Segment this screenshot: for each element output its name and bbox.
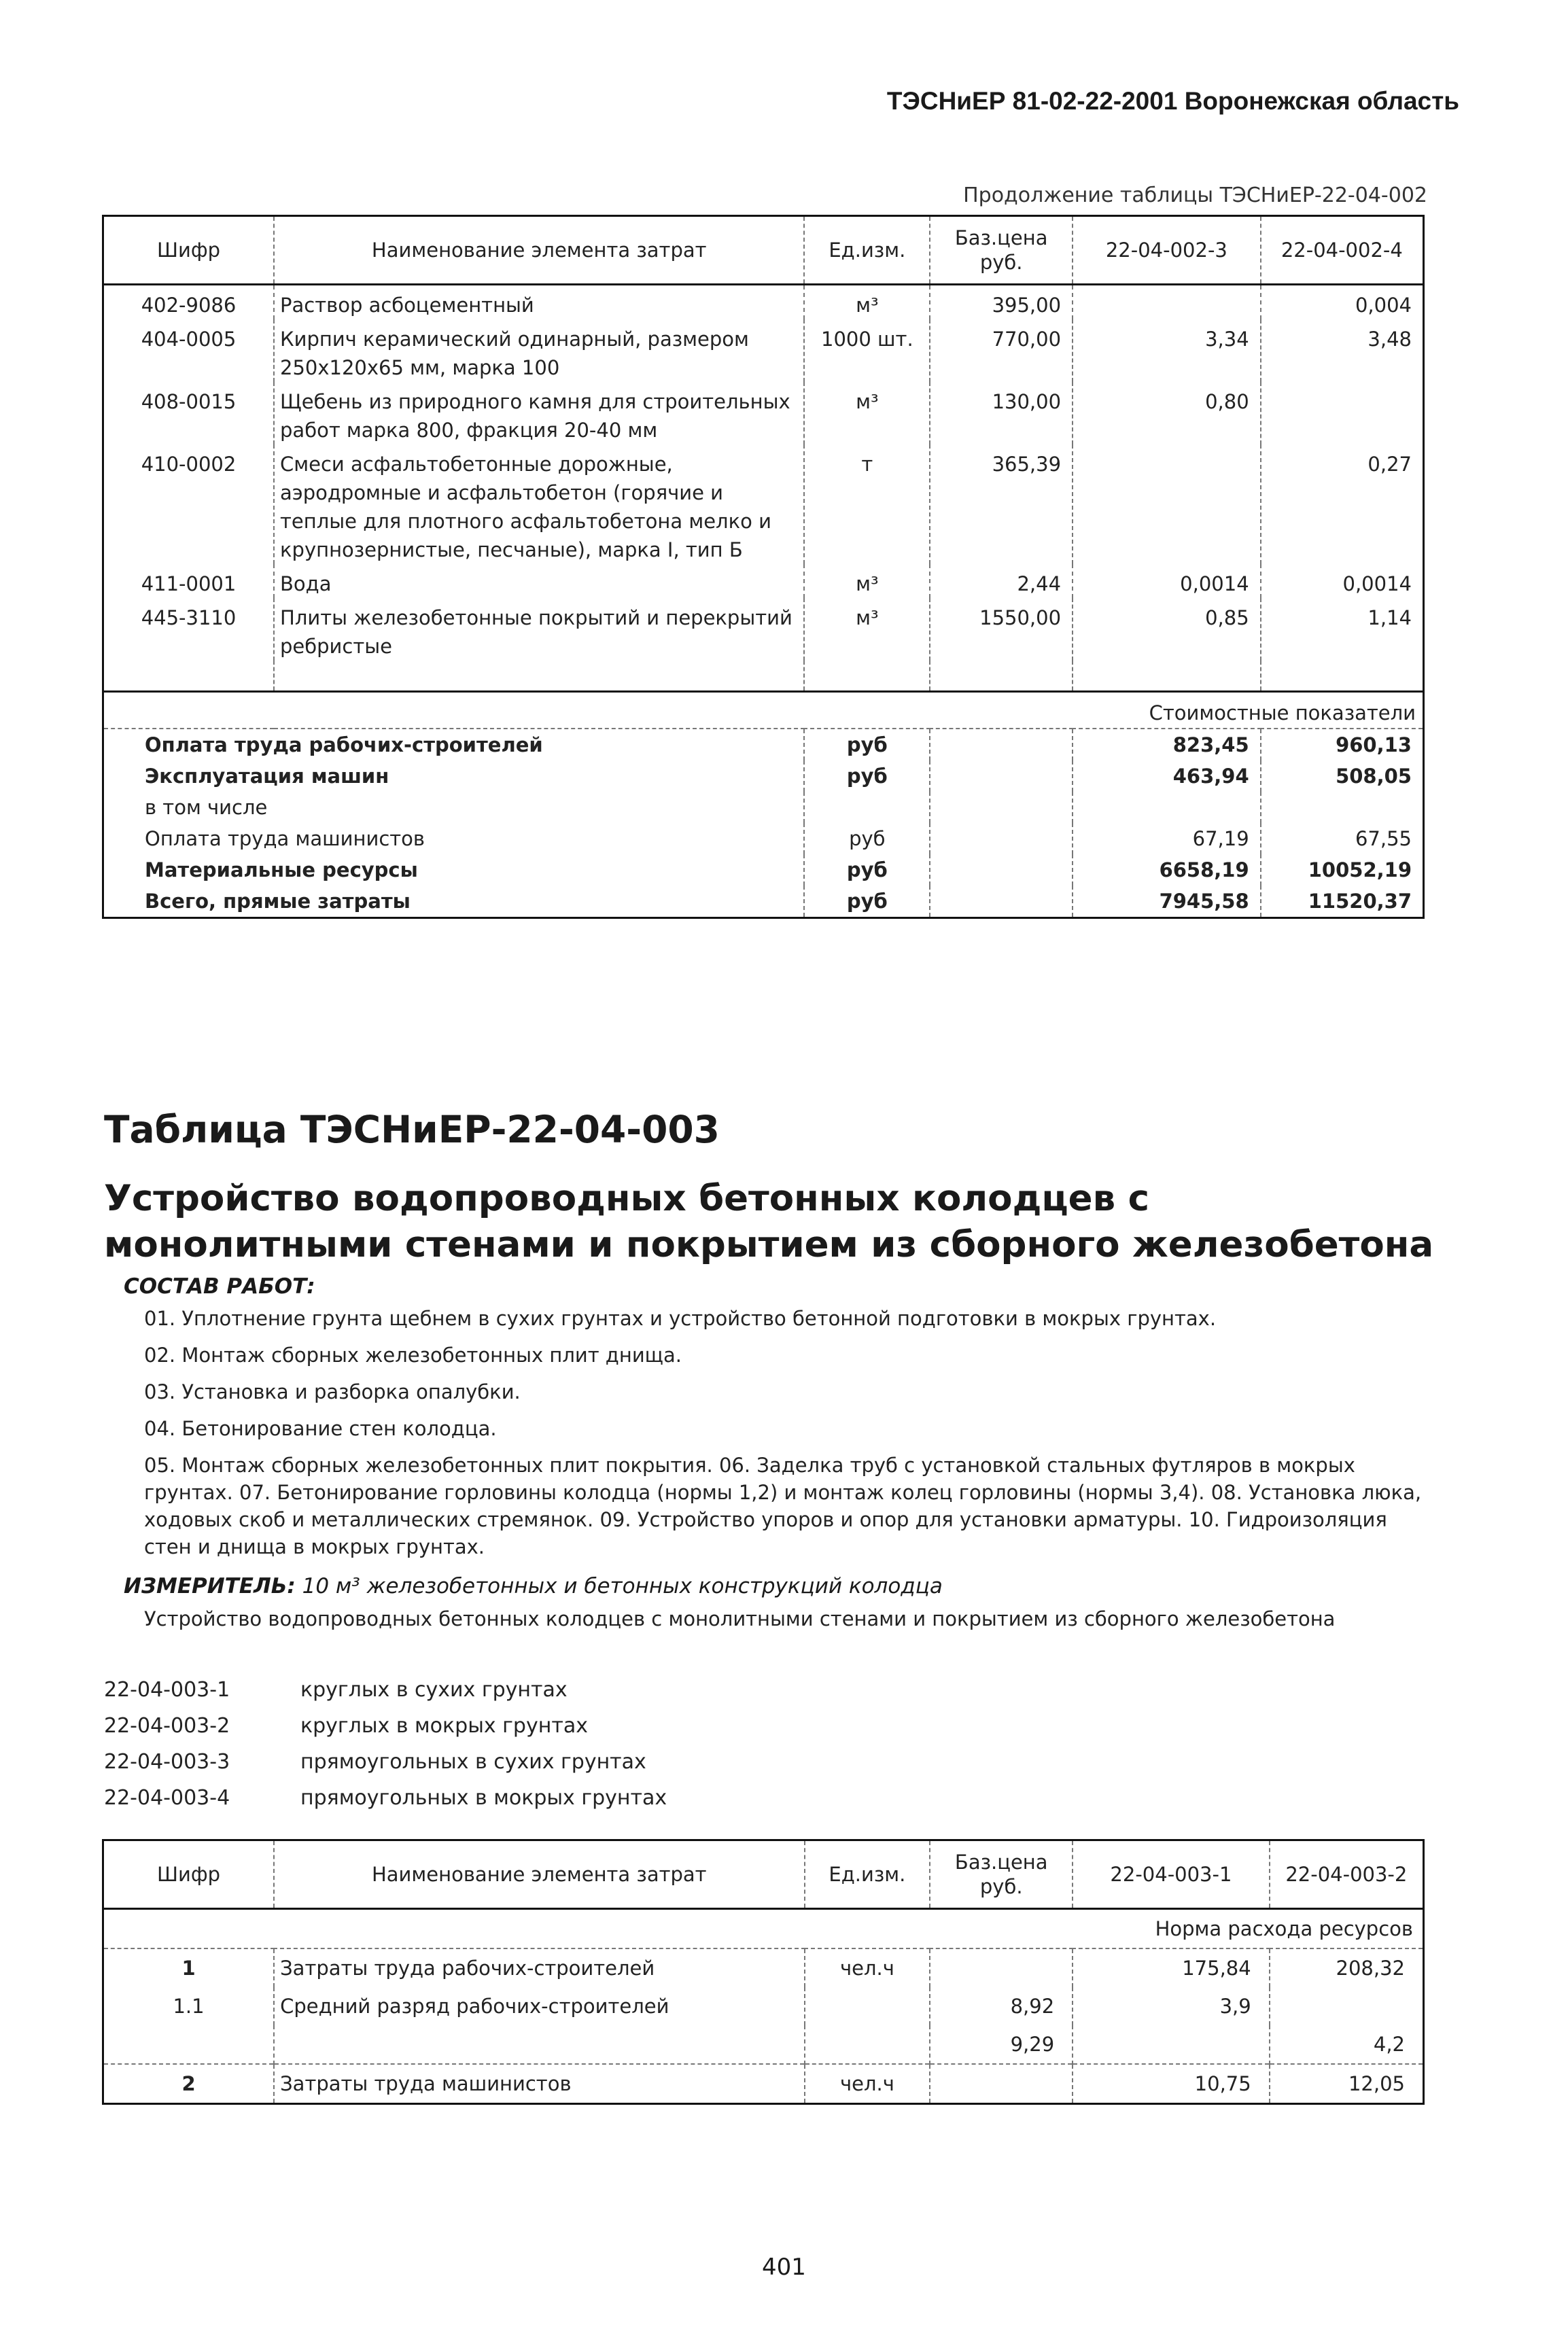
cost-unit: руб bbox=[804, 886, 930, 918]
cell-code: 2 bbox=[103, 2064, 275, 2104]
cost-name: в том числе bbox=[103, 792, 805, 823]
norm-band-label: Норма расхода ресурсов bbox=[103, 1909, 1424, 1949]
cell-norm-3: 0,0014 bbox=[1073, 564, 1261, 598]
cost-band-label: Стоимостные показатели bbox=[103, 692, 1424, 729]
column-header-name: Наименование элемента затрат bbox=[274, 1840, 804, 1909]
work-item: 02. Монтаж сборных железобетонных плит днища. bbox=[144, 1344, 682, 1367]
cell-code: 1 bbox=[103, 1948, 275, 1987]
norm-code-desc: прямоугольных в мокрых грунтах bbox=[300, 1786, 667, 1810]
norm-code-row bbox=[104, 1708, 667, 1744]
cell-unit: т bbox=[804, 444, 930, 564]
cost-norm-3: 463,94 bbox=[1073, 760, 1261, 792]
cost-name: Оплата труда рабочих-строителей bbox=[103, 729, 805, 760]
cell-unit: чел.ч bbox=[805, 1948, 930, 1987]
norm-code: 22-04-003-1 bbox=[104, 1678, 230, 1702]
table-row bbox=[103, 444, 1424, 564]
cost-row bbox=[103, 760, 1424, 792]
cell-norm-3: 3,34 bbox=[1073, 319, 1261, 382]
cell-unit: 1000 шт. bbox=[804, 319, 930, 382]
cost-name: Всего, прямые затраты bbox=[103, 886, 805, 918]
cost-row bbox=[103, 854, 1424, 886]
table-row bbox=[103, 598, 1424, 661]
cell-price bbox=[930, 2064, 1073, 2104]
measure-value: 10 м³ железобетонных и бетонных конструкций колодца bbox=[302, 1574, 943, 1598]
cell-norm-4: 0,0014 bbox=[1261, 564, 1424, 598]
cell-price: 1550,00 bbox=[930, 598, 1073, 661]
norm-code-row bbox=[104, 1672, 667, 1708]
cost-name: Материальные ресурсы bbox=[103, 854, 805, 886]
cell-price: 2,44 bbox=[930, 564, 1073, 598]
work-item: 05. Монтаж сборных железобетонных плит покрытия. 06. Заделка труб с установкой стальных футляров в мокрых грунтах. 07. Бетонирование горловины колодца (нормы 1,2) и монтаж колец горловины (нормы 3,4). 08. Установка люка, ходовых скоб и металлических стремянок. 09. Устройство упоров и опор для установки арматуры. 10. Гидроизоляция стен и днища в мокрых грунтах. bbox=[144, 1454, 1422, 1558]
resource-table-22-04-002 bbox=[102, 215, 1425, 919]
table-row bbox=[103, 564, 1424, 598]
norm-code-row bbox=[104, 1744, 667, 1780]
cell-price: 365,39 bbox=[930, 444, 1073, 564]
cell-norm-1: 175,84 bbox=[1073, 1948, 1270, 1987]
cell-norm-1: 10,75 bbox=[1073, 2064, 1270, 2104]
work-item: 03. Установка и разборка опалубки. bbox=[144, 1380, 521, 1403]
spacer-row bbox=[103, 661, 1424, 692]
column-header-norm-4: 22-04-002-4 bbox=[1261, 216, 1424, 285]
column-header-price: Баз.цена руб. bbox=[930, 216, 1073, 285]
norm-band-row bbox=[103, 1909, 1424, 1949]
norm-code: 22-04-003-2 bbox=[104, 1714, 230, 1738]
cost-norm-3: 67,19 bbox=[1073, 823, 1261, 854]
table-row bbox=[103, 2064, 1424, 2104]
cost-norm-4: 508,05 bbox=[1261, 760, 1424, 792]
cost-norm-4: 67,55 bbox=[1261, 823, 1424, 854]
cost-unit: руб bbox=[804, 760, 930, 792]
column-header-name: Наименование элемента затрат bbox=[274, 216, 804, 285]
norm-code: 22-04-003-4 bbox=[104, 1786, 230, 1810]
norm-code-desc: круглых в мокрых грунтах bbox=[300, 1714, 588, 1738]
cell-code: 404-0005 bbox=[103, 319, 275, 382]
cell-code: 410-0002 bbox=[103, 444, 275, 564]
cell-unit: м³ bbox=[804, 598, 930, 661]
cell-name: Раствор асбоцементный bbox=[274, 285, 804, 320]
cell-price bbox=[930, 1948, 1073, 1987]
column-header-norm-3: 22-04-002-3 bbox=[1073, 216, 1261, 285]
cell-code bbox=[103, 2025, 275, 2064]
table-row bbox=[103, 285, 1424, 320]
cell-norm-3 bbox=[1073, 444, 1261, 564]
table-row bbox=[103, 319, 1424, 382]
work-item: 01. Уплотнение грунта щебнем в сухих грунтах и устройство бетонной подготовки в мокрых грунтах. bbox=[144, 1307, 1217, 1330]
norm-code-desc: прямоугольных в сухих грунтах bbox=[300, 1750, 646, 1774]
resource-table-22-04-003 bbox=[102, 1839, 1425, 2105]
cell-norm-4 bbox=[1261, 382, 1424, 444]
cost-unit: руб bbox=[804, 729, 930, 760]
cost-norm-4: 11520,37 bbox=[1261, 886, 1424, 918]
cell-price: 395,00 bbox=[930, 285, 1073, 320]
cell-name: Вода bbox=[274, 564, 804, 598]
cell-name: Затраты труда машинистов bbox=[274, 2064, 804, 2104]
column-header-norm-1: 22-04-003-1 bbox=[1073, 1840, 1270, 1909]
cost-norm-4: 960,13 bbox=[1261, 729, 1424, 760]
cost-norm-3: 823,45 bbox=[1073, 729, 1261, 760]
cost-band-row bbox=[103, 692, 1424, 729]
measure-line bbox=[124, 1574, 943, 1598]
cell-price: 9,29 bbox=[930, 2025, 1073, 2064]
cell-unit: чел.ч bbox=[805, 2064, 930, 2104]
cost-name: Оплата труда машинистов bbox=[103, 823, 805, 854]
cell-norm-3 bbox=[1073, 285, 1261, 320]
cost-norm-4 bbox=[1261, 792, 1424, 823]
cell-unit: м³ bbox=[804, 285, 930, 320]
table-row bbox=[103, 2025, 1424, 2064]
cost-row bbox=[103, 729, 1424, 760]
cell-unit: м³ bbox=[804, 564, 930, 598]
cell-code: 1.1 bbox=[103, 1987, 275, 2025]
column-header-unit: Ед.изм. bbox=[805, 1840, 930, 1909]
section-title: Таблица ТЭСНиЕР-22-04-003 bbox=[104, 1108, 720, 1151]
column-header-price: Баз.цена руб. bbox=[930, 1840, 1073, 1909]
cell-norm-2: 4,2 bbox=[1270, 2025, 1424, 2064]
cell-norm-4: 3,48 bbox=[1261, 319, 1424, 382]
table-row bbox=[103, 382, 1424, 444]
norm-code-desc: круглых в сухих грунтах bbox=[300, 1678, 568, 1702]
page-number: 401 bbox=[762, 2254, 806, 2281]
cost-norm-3 bbox=[1073, 792, 1261, 823]
cell-name: Щебень из природного камня для строительных работ марка 800, фракция 20-40 мм bbox=[274, 382, 804, 444]
cost-norm-3: 6658,19 bbox=[1073, 854, 1261, 886]
cell-name: Затраты труда рабочих-строителей bbox=[274, 1948, 804, 1987]
cost-unit: руб bbox=[804, 854, 930, 886]
cell-norm-2 bbox=[1270, 1987, 1424, 2025]
cell-code: 445-3110 bbox=[103, 598, 275, 661]
cost-norm-4: 10052,19 bbox=[1261, 854, 1424, 886]
cell-unit bbox=[805, 2025, 930, 2064]
cell-price: 8,92 bbox=[930, 1987, 1073, 2025]
cell-name bbox=[274, 2025, 804, 2064]
cell-norm-2: 208,32 bbox=[1270, 1948, 1424, 1987]
table-header-row bbox=[103, 216, 1424, 285]
norm-code-row bbox=[104, 1780, 667, 1816]
work-item: 04. Бетонирование стен колодца. bbox=[144, 1417, 497, 1440]
table-continuation-caption: Продолжение таблицы ТЭСНиЕР-22-04-002 bbox=[963, 183, 1427, 207]
table-row bbox=[103, 1948, 1424, 1987]
section-subtitle: Устройство водопроводных бетонных колодцев с монолитными стенами и покрытием из сборного железобетона bbox=[104, 1178, 1434, 1265]
works-list bbox=[144, 1305, 1435, 1570]
cost-name: Эксплуатация машин bbox=[103, 760, 805, 792]
running-header: ТЭСНиЕР 81-02-22-2001 Воронежская область bbox=[886, 87, 1459, 115]
cost-unit bbox=[804, 792, 930, 823]
cell-norm-4: 0,27 bbox=[1261, 444, 1424, 564]
norm-codes-list bbox=[104, 1672, 667, 1816]
cell-norm-4: 0,004 bbox=[1261, 285, 1424, 320]
cell-norm-2: 12,05 bbox=[1270, 2064, 1424, 2104]
norm-code: 22-04-003-3 bbox=[104, 1750, 230, 1774]
cost-norm-3: 7945,58 bbox=[1073, 886, 1261, 918]
cell-norm-1: 3,9 bbox=[1073, 1987, 1270, 2025]
cost-row bbox=[103, 792, 1424, 823]
cell-name: Средний разряд рабочих-строителей bbox=[274, 1987, 804, 2025]
column-header-unit: Ед.изм. bbox=[804, 216, 930, 285]
cell-price: 130,00 bbox=[930, 382, 1073, 444]
cell-norm-3: 0,80 bbox=[1073, 382, 1261, 444]
measure-label: ИЗМЕРИТЕЛЬ: bbox=[124, 1574, 296, 1598]
table-header-row bbox=[103, 1840, 1424, 1909]
cell-unit bbox=[805, 1987, 930, 2025]
column-header-code: Шифр bbox=[103, 1840, 275, 1909]
cell-code: 408-0015 bbox=[103, 382, 275, 444]
cost-row bbox=[103, 886, 1424, 918]
works-label: СОСТАВ РАБОТ: bbox=[124, 1274, 315, 1299]
measure-description: Устройство водопроводных бетонных колодцев с монолитными стенами и покрытием из сборного железобетона bbox=[144, 1607, 1336, 1630]
cell-unit: м³ bbox=[804, 382, 930, 444]
cell-code: 402-9086 bbox=[103, 285, 275, 320]
cell-name: Плиты железобетонные покрытий и перекрытий ребристые bbox=[274, 598, 804, 661]
cost-row bbox=[103, 823, 1424, 854]
cell-code: 411-0001 bbox=[103, 564, 275, 598]
cell-name: Смеси асфальтобетонные дорожные, аэродромные и асфальтобетон (горячие и теплые для плотного асфальтобетона мелко и крупнозернистые, песчаные), марка I, тип Б bbox=[274, 444, 804, 564]
cost-unit: руб bbox=[804, 823, 930, 854]
table-row bbox=[103, 1987, 1424, 2025]
column-header-code: Шифр bbox=[103, 216, 275, 285]
cell-norm-3: 0,85 bbox=[1073, 598, 1261, 661]
column-header-norm-2: 22-04-003-2 bbox=[1270, 1840, 1424, 1909]
cell-name: Кирпич керамический одинарный, размером 250x120x65 мм, марка 100 bbox=[274, 319, 804, 382]
cell-price: 770,00 bbox=[930, 319, 1073, 382]
cell-norm-4: 1,14 bbox=[1261, 598, 1424, 661]
cell-norm-1 bbox=[1073, 2025, 1270, 2064]
